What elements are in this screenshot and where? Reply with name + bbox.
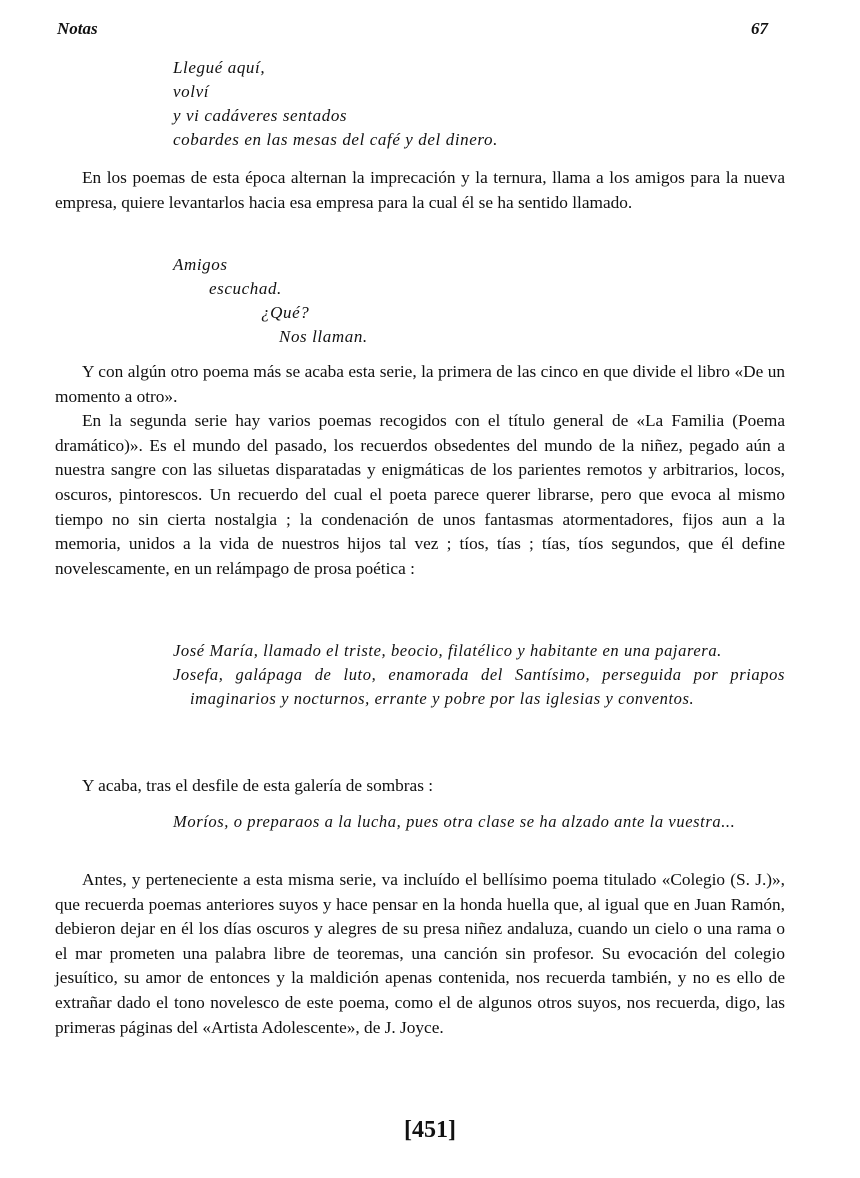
- paragraph-text: En la segunda serie hay varios poemas recogidos con el título general de «La Familia (Poema dramático)». Es el mundo del pasado, los recuerdos obsedentes del mundo de la niñez, pegado aún a nuestra sangre con las siluetas disparatadas y enigmáticas de los parientes remotos y arbitrarios, locos, oscuros, pintorescos. Un recuerdo del cual el poeta parece querer librarse, pero que evoca al mismo tiempo no sin cierta nostalgia ; la condenación de unos fantasmas atormentadores, fijos aun a la memoria, unidos a la vida de nuestros hijos tal vez ; tíos, tías ; tías, tíos segundos, que él define novelescamente, en un relámpago de prosa poética :: [55, 411, 785, 578]
- page-number: 67: [751, 19, 768, 38]
- verse-line: escuchad.: [209, 279, 282, 298]
- verse-line: y vi cadáveres sentados: [173, 106, 348, 125]
- paragraph-4: [55, 774, 785, 799]
- paragraph-text: Antes, y perteneciente a esta misma serie, va incluído el bellísimo poema titulado «Colegio (S. J.)», que recuerda poemas anteriores suyos y hace pensar en la honda huella que, al igual que en Juan Ramón, debieron dejar en él los días oscuros y alegres de su presa niñez andaluza, cuando un cielo o una rama o el mar prometen una palabra libre de teoremas, una canción sin profesor. Su evocación del colegio jesuítico, su amor de entonces y la maldición apenas contenida, nos recuerda también, y no es ello de extrañar dado el tono novelesco de este poema, como el de algunos otros suyos, nos recuerda, digo, las primeras páginas del «Artista Adolescente», de J. Joyce.: [55, 870, 785, 1037]
- paragraph-text: Y acaba, tras el desfile de esta galería de sombras :: [82, 776, 434, 795]
- paragraph-2: [55, 360, 785, 581]
- paragraph-text: En los poemas de esta época alternan la imprecación y la ternura, llama a los amigos para la nueva empresa, quiere levantarlos hacia esa empresa para la cual él se ha sentido llamado.: [55, 168, 785, 212]
- paragraph-1: [55, 166, 785, 215]
- verse-quote-2: [173, 253, 368, 349]
- paragraph-5: [55, 868, 785, 1040]
- quote-entry: José María, llamado el triste, beocio, filatélico y habitante en una pajarera.: [173, 641, 722, 660]
- verse-line: Amigos: [173, 255, 228, 274]
- verse-quote-1: [173, 56, 498, 152]
- quote-entry: Josefa, galápaga de luto, enamorada del Santísimo, perseguida por priapos imaginarios y nocturnos, errante y pobre por las iglesias y conventos.: [173, 665, 785, 708]
- verse-line: volví: [173, 82, 210, 101]
- verse-line: Llegué aquí,: [173, 58, 266, 77]
- verse-line: cobardes en las mesas del café y del dinero.: [173, 130, 498, 149]
- closing-quote: [173, 810, 785, 834]
- folio-number: [451]: [404, 1117, 456, 1143]
- quote-entry: Moríos, o preparaos a la lucha, pues otra clase se ha alzado ante la vuestra...: [173, 812, 736, 831]
- paragraph-text: Y con algún otro poema más se acaba esta serie, la primera de las cinco en que divide el libro «De un momento a otro».: [55, 362, 785, 406]
- prose-poem-quote: [173, 639, 785, 711]
- verse-line: ¿Qué?: [261, 303, 310, 322]
- verse-line: Nos llaman.: [279, 327, 368, 346]
- running-head: Notas: [57, 19, 98, 38]
